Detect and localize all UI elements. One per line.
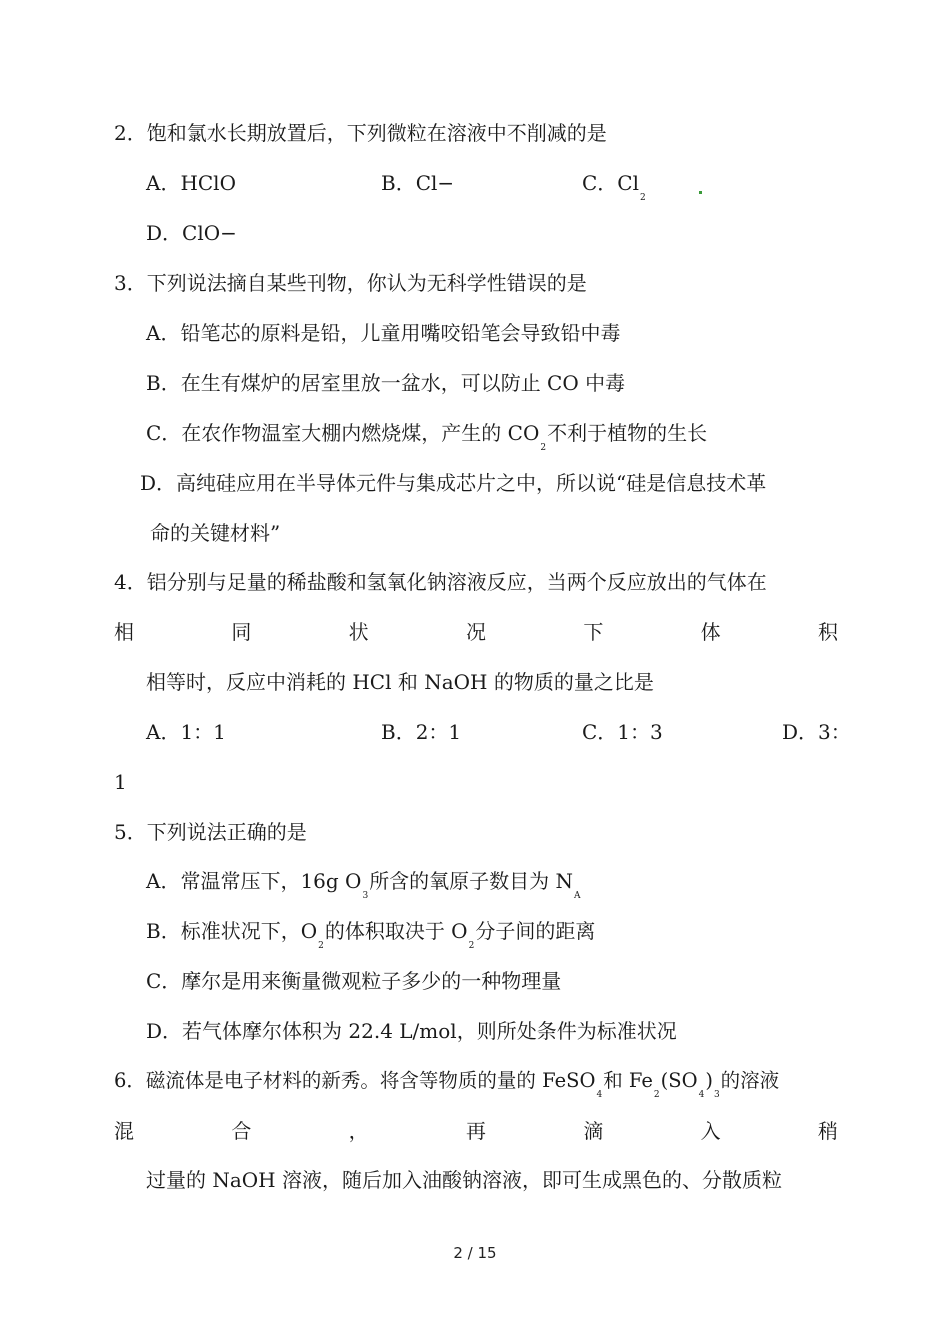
q6-char: 稍 [817,1119,838,1143]
q2-option-d: D．ClO− [146,221,237,245]
q6-stem-line1: 6．磁流体是电子材料的新秀。将含等物质的量的 FeSO$_4$和 $Fe_2(SO_4)_3$的溶液 [114,1069,780,1100]
q2-option-b: B．Cl− [381,171,455,195]
q3-option-c: C．在农作物温室大棚内燃烧煤，产生的 $CO_2$不利于植物的生长 [146,421,708,453]
q6-char: 混 [114,1119,134,1143]
q5-stem: 5．下列说法正确的是 [114,820,307,844]
q6-char: 合 [231,1119,252,1143]
q2-option-a: A．HClO [146,171,236,195]
q4-char: 同 [231,620,252,644]
stray-mark [699,191,702,194]
q5-option-c: C．摩尔是用来衡量微观粒子多少的一种物理量 [146,969,562,993]
q2-option-c: C．$Cl_2$ [582,171,646,203]
q4-char: 积 [817,620,838,644]
q3-option-a: A．铅笔芯的原料是铅，儿童用嘴咬铅笔会导致铅中毒 [146,321,621,345]
page-number: 2 / 15 [453,1244,497,1262]
q5-option-a: A．常温常压下，16g $O_3$所含的氧原子数目为 $N_A$ [146,869,581,901]
q3-option-b: B．在生有煤炉的居室里放一盆水，可以防止 CO 中毒 [146,371,626,395]
q4-stem-line3: 相等时，反应中消耗的 HCl 和 NaOH 的物质的量之比是 [146,670,654,694]
q4-char: 相 [114,620,134,644]
q4-option-a: A．1：1 [146,720,226,744]
q4-stem-line1: 4．铝分别与足量的稀盐酸和氢氧化钠溶液反应，当两个反应放出的气体在 [114,570,767,594]
q6-stem-line2 [114,1119,838,1143]
q4-option-c: C．1：3 [582,720,663,744]
q4-stem-line2 [114,620,838,644]
q5-option-b: B．标准状况下，$O_2$的体积取决于 $O_2$分子间的距离 [146,919,596,951]
q4-char: 状 [348,620,369,644]
q6-char: 入 [700,1119,721,1143]
q6-char: ， [348,1119,369,1143]
q4-option-d: D．3： [782,720,851,744]
q3-option-d-line1: D．高纯硅应用在半导体元件与集成芯片之中，所以说“硅是信息技术革 [140,471,767,495]
q4-char: 下 [583,620,604,644]
q2-stem: 2．饱和氯水长期放置后，下列微粒在溶液中不削减的是 [114,121,607,145]
q3-option-d-line2: 命的关键材料” [150,521,281,545]
q5-option-d: D．若气体摩尔体积为 22.4 L/mol，则所处条件为标准状况 [146,1019,677,1043]
q3-stem: 3．下列说法摘自某些刊物，你认为无科学性错误的是 [114,271,587,295]
q4-option-d-cont: 1 [114,770,127,794]
q4-char: 况 [465,620,486,644]
q4-option-b: B．2：1 [381,720,462,744]
q6-char: 再 [465,1119,486,1143]
q4-char: 体 [700,620,721,644]
q6-char: 滴 [583,1119,604,1143]
q6-stem-line3: 过量的 NaOH 溶液，随后加入油酸钠溶液，即可生成黑色的、分散质粒 [146,1168,782,1192]
